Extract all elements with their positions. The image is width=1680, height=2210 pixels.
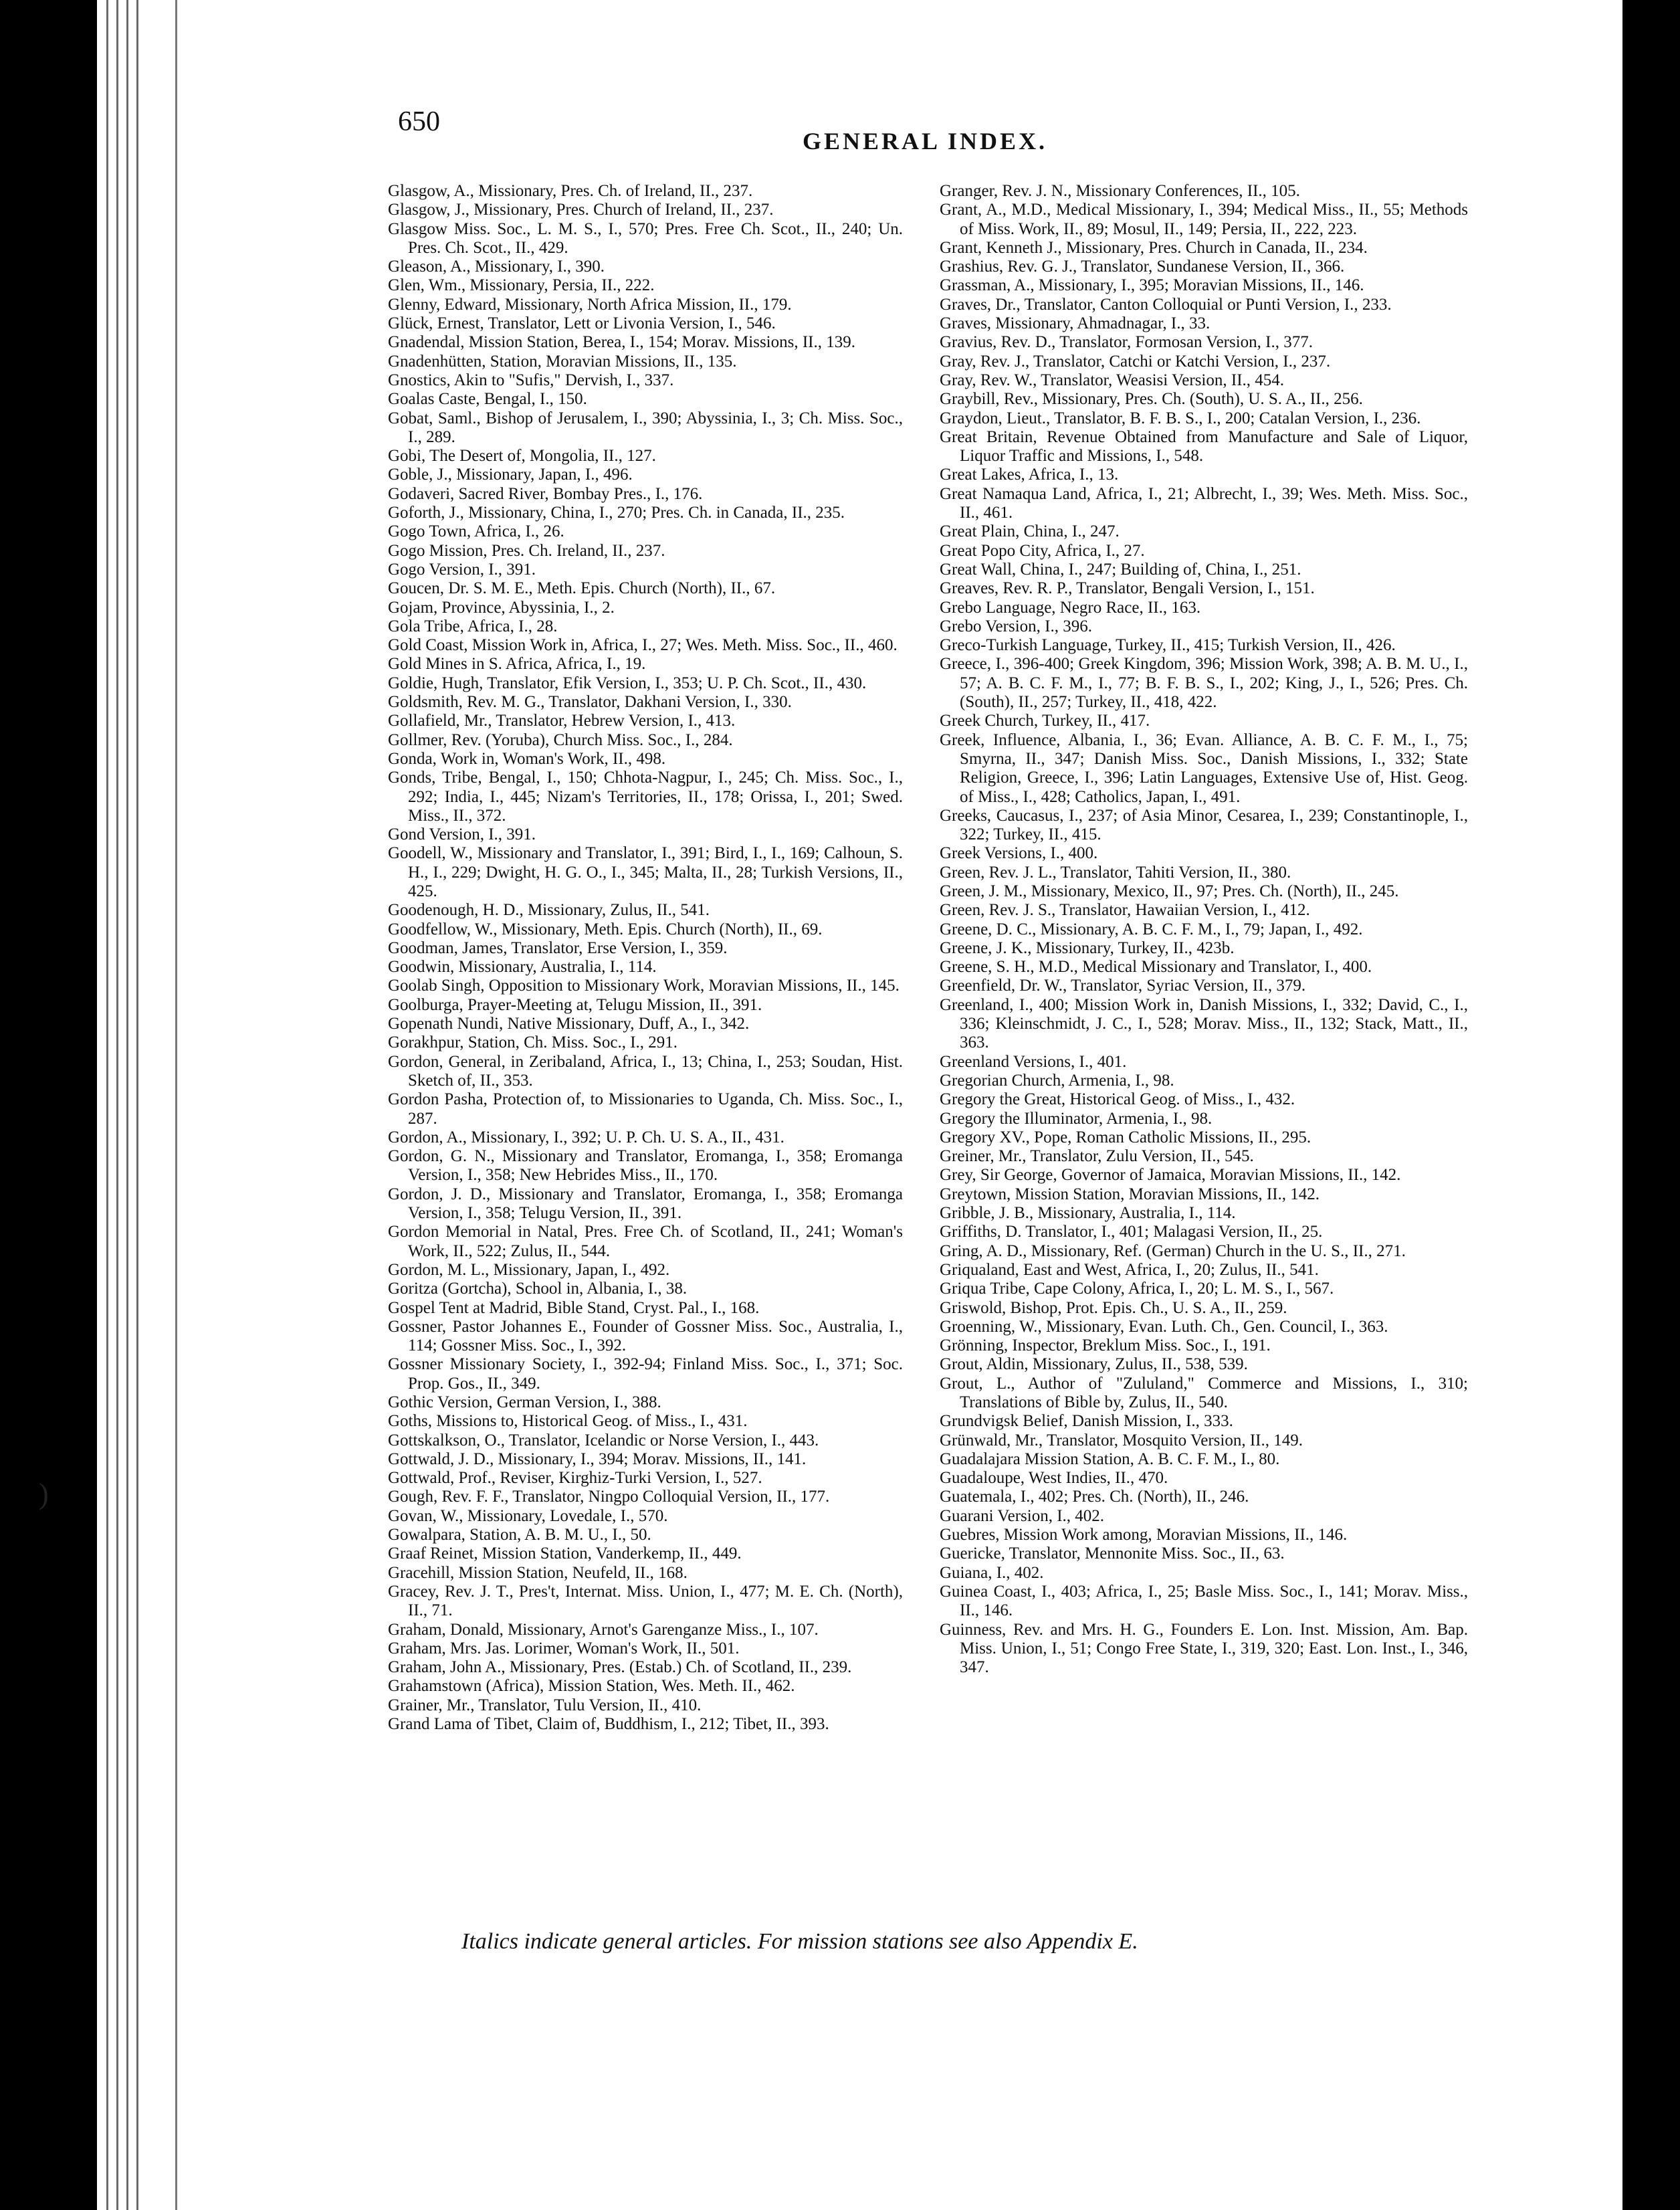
index-entry: Grainer, Mr., Translator, Tulu Version, II., 410. [388, 1696, 702, 1714]
index-entry: Goolab Singh, Opposition to Missionary Work, Moravian Missions, II., 145. [388, 977, 900, 995]
index-entry: Griswold, Bishop, Prot. Epis. Ch., U. S. A., II., 259. [940, 1298, 1287, 1317]
index-entry: Goodfellow, W., Missionary, Meth. Epis. Church (North), II., 69. [388, 920, 823, 938]
index-entry: Gollmer, Rev. (Yoruba), Church Miss. Soc., I., 284. [388, 730, 733, 749]
index-entry: Gracey, Rev. J. T., Pres't, Internat. Miss. Union, I., 477; M. E. Ch. (North), II., 71. [388, 1582, 903, 1620]
index-entry: Gothic Version, German Version, I., 388. [388, 1393, 661, 1411]
index-entry: Greenland, I., 400; Mission Work in, Danish Missions, I., 332; David, C., I., 336; Kleinschmidt, J. C., I., 528; Morav. Miss., II., 132; Stack, Matt., II., 363. [940, 995, 1468, 1052]
index-entry: Greenfield, Dr. W., Translator, Syriac Version, II., 379. [940, 977, 1306, 995]
index-entry: Green, J. M., Missionary, Mexico, II., 97; Pres. Ch. (North), II., 245. [940, 882, 1399, 900]
index-entry: Griqua Tribe, Cape Colony, Africa, I., 20; L. M. S., I., 567. [940, 1280, 1334, 1298]
index-entry: Gribble, J. B., Missionary, Australia, I., 114. [940, 1204, 1236, 1223]
index-column-right [940, 182, 1468, 1677]
index-entry: Greene, S. H., M.D., Medical Missionary and Translator, I., 400. [940, 958, 1372, 977]
index-entry: Gring, A. D., Missionary, Ref. (German) Church in the U. S., II., 271. [940, 1241, 1406, 1260]
index-entry: Goodwin, Missionary, Australia, I., 114. [388, 958, 657, 977]
index-entry: Great Lakes, Africa, I., 13. [940, 466, 1119, 484]
index-entry: Guinea Coast, I., 403; Africa, I., 25; Basle Miss. Soc., I., 141; Morav. Miss., II., 146. [940, 1582, 1468, 1620]
index-entry: Gough, Rev. F. F., Translator, Ningpo Colloquial Version, II., 177. [388, 1488, 830, 1506]
page-edge [117, 0, 128, 2210]
index-entry: Greene, J. K., Missionary, Turkey, II., 423b. [940, 938, 1235, 957]
ink-mark: ) [39, 1478, 49, 1510]
index-entry: Gnadenhütten, Station, Moravian Missions, II., 135. [388, 352, 737, 371]
index-entry: Greytown, Mission Station, Moravian Missions, II., 142. [940, 1185, 1320, 1203]
index-entry: Gojam, Province, Abyssinia, I., 2. [388, 598, 615, 617]
page-edge [137, 0, 179, 2210]
index-entry: Guebres, Mission Work among, Moravian Missions, II., 146. [940, 1526, 1348, 1544]
index-entry: Grant, Kenneth J., Missionary, Pres. Church in Canada, II., 234. [940, 238, 1368, 257]
page-edge [107, 0, 118, 2210]
index-entry: Gold Coast, Mission Work in, Africa, I., 27; Wes. Meth. Miss. Soc., II., 460. [388, 636, 898, 655]
index-entry: Gordon Memorial in Natal, Pres. Free Ch. of Scotland, II., 241; Woman's Work, II., 522; Zulus, II., 544. [388, 1223, 903, 1260]
index-entry: Gobi, The Desert of, Mongolia, II., 127. [388, 447, 656, 466]
index-entry: Grünwald, Mr., Translator, Mosquito Version, II., 149. [940, 1431, 1303, 1449]
index-entry: Graaf Reinet, Mission Station, Vanderkemp, II., 449. [388, 1544, 742, 1563]
index-entry: Graham, Donald, Missionary, Arnot's Garenganze Miss., I., 107. [388, 1620, 819, 1639]
index-entry: Goalas Caste, Bengal, I., 150. [388, 390, 587, 409]
index-entry: Glück, Ernest, Translator, Lett or Livonia Version, I., 546. [388, 314, 776, 333]
index-entry: Great Popo City, Africa, I., 27. [940, 541, 1145, 560]
index-entry: Greenland Versions, I., 401. [940, 1052, 1127, 1071]
index-entry: Grebo Language, Negro Race, II., 163. [940, 598, 1201, 617]
index-entry: Grout, Aldin, Missionary, Zulus, II., 538, 539. [940, 1355, 1248, 1374]
index-entry: Glenny, Edward, Missionary, North Africa Mission, II., 179. [388, 295, 792, 314]
index-entry: Graydon, Lieut., Translator, B. F. B. S., I., 200; Catalan Version, I., 236. [940, 409, 1421, 427]
index-entry: Goodman, James, Translator, Erse Version, I., 359. [388, 938, 728, 957]
index-entry: Gregory XV., Pope, Roman Catholic Missions, II., 295. [940, 1128, 1311, 1146]
index-entry: Gray, Rev. W., Translator, Weasisi Version, II., 454. [940, 371, 1285, 389]
index-entry: Guatemala, I., 402; Pres. Ch. (North), II., 246. [940, 1488, 1249, 1506]
index-entry: Gogo Town, Africa, I., 26. [388, 522, 564, 541]
index-entry: Grahamstown (Africa), Mission Station, Wes. Meth. II., 462. [388, 1677, 795, 1696]
page-edge [97, 0, 108, 2210]
index-entry: Gossner, Pastor Johannes E., Founder of Gossner Miss. Soc., Australia, I., 114; Gossner Miss. Soc., I., 392. [388, 1317, 903, 1355]
index-entry: Gogo Mission, Pres. Ch. Ireland, II., 237. [388, 541, 665, 560]
index-entry: Glen, Wm., Missionary, Persia, II., 222. [388, 276, 655, 295]
index-entry: Greek Church, Turkey, II., 417. [940, 712, 1150, 730]
index-entry: Goucen, Dr. S. M. E., Meth. Epis. Church (North), II., 67. [388, 579, 776, 598]
index-entry: Gossner Missionary Society, I., 392-94; Finland Miss. Soc., I., 371; Soc. Prop. Gos., II., 349. [388, 1355, 903, 1393]
index-entry: Gray, Rev. J., Translator, Catchi or Katchi Version, I., 237. [940, 352, 1331, 371]
index-entry: Guericke, Translator, Mennonite Miss. Soc., II., 63. [940, 1544, 1285, 1563]
index-entry: Graham, John A., Missionary, Pres. (Estab.) Ch. of Scotland, II., 239. [388, 1658, 852, 1677]
index-entry: Great Wall, China, I., 247; Building of, China, I., 251. [940, 560, 1301, 579]
index-entry: Goble, J., Missionary, Japan, I., 496. [388, 466, 633, 484]
index-entry: Gola Tribe, Africa, I., 28. [388, 617, 558, 635]
index-entry: Guinness, Rev. and Mrs. H. G., Founders E. Lon. Inst. Mission, Am. Bap. Miss. Union, I., 51; Congo Free State, I., 319, 320; East. Lon. Inst., I., 346, 347. [940, 1620, 1468, 1677]
index-entry: Gnadendal, Mission Station, Berea, I., 154; Morav. Missions, II., 139. [388, 333, 855, 352]
index-entry: Gonds, Tribe, Bengal, I., 150; Chhota-Nagpur, I., 245; Ch. Miss. Soc., I., 292; India, I., 445; Nizam's Territories, II., 178; Orissa, I., 201; Swed. Miss., II., 372. [388, 769, 903, 825]
index-entry: Graves, Missionary, Ahmadnagar, I., 33. [940, 314, 1211, 333]
index-entry: Grant, A., M.D., Medical Missionary, I., 394; Medical Miss., II., 55; Methods of Miss. Work, II., 89; Mosul, II., 149; Persia, II., 222, 223. [940, 201, 1468, 238]
index-entry: Grundvigsk Belief, Danish Mission, I., 333. [940, 1412, 1233, 1431]
index-entry: Guarani Version, I., 402. [940, 1506, 1105, 1525]
index-column-left [388, 182, 903, 1734]
index-entry: Glasgow Miss. Soc., L. M. S., I., 570; Pres. Free Ch. Scot., II., 240; Un. Pres. Ch. Scot., II., 429. [388, 219, 903, 257]
index-entry: Gogo Version, I., 391. [388, 560, 536, 579]
index-entry: Graham, Mrs. Jas. Lorimer, Woman's Work, II., 501. [388, 1639, 740, 1658]
index-entry: Guadaloupe, West Indies, II., 470. [940, 1469, 1168, 1488]
index-entry: Great Plain, China, I., 247. [940, 522, 1120, 541]
index-entry: Greene, D. C., Missionary, A. B. C. F. M., I., 79; Japan, I., 492. [940, 920, 1363, 938]
index-entry: Grey, Sir George, Governor of Jamaica, Moravian Missions, II., 142. [940, 1166, 1401, 1185]
page-number: 650 [398, 106, 440, 137]
index-entry: Goldsmith, Rev. M. G., Translator, Dakhani Version, I., 330. [388, 693, 792, 712]
index-entry: Greiner, Mr., Translator, Zulu Version, II., 545. [940, 1147, 1254, 1166]
index-entry: Gond Version, I., 391. [388, 825, 536, 844]
index-entry: Gravius, Rev. D., Translator, Formosan Version, I., 377. [940, 333, 1314, 352]
index-entry: Griffiths, D. Translator, I., 401; Malagasi Version, II., 25. [940, 1223, 1323, 1241]
index-entry: Gordon, J. D., Missionary and Translator, Eromanga, I., 358; Eromanga Version, I., 358; Telugu Version, II., 391. [388, 1185, 903, 1223]
index-entry: Gordon, General, in Zeribaland, Africa, I., 13; China, I., 253; Soudan, Hist. Sketch of, II., 353. [388, 1052, 903, 1090]
index-entry: Granger, Rev. J. N., Missionary Conferences, II., 105. [940, 182, 1300, 200]
index-entry: Gordon, A., Missionary, I., 392; U. P. Ch. U. S. A., II., 431. [388, 1128, 784, 1146]
index-entry: Goldie, Hugh, Translator, Efik Version, I., 353; U. P. Ch. Scot., II., 430. [388, 674, 867, 692]
index-entry: Gold Mines in S. Africa, Africa, I., 19. [388, 655, 646, 674]
index-entry: Goforth, J., Missionary, China, I., 270; Pres. Ch. in Canada, II., 235. [388, 504, 845, 522]
index-entry: Gonda, Work in, Woman's Work, II., 498. [388, 749, 666, 768]
index-entry: Greeks, Caucasus, I., 237; of Asia Minor, Cesarea, I., 239; Constantinople, I., 322; Turkey, II., 415. [940, 806, 1468, 844]
footer-note: Italics indicate general articles. For mission stations see also Appendix E. [461, 1929, 1138, 1954]
index-entry: Greco-Turkish Language, Turkey, II., 415; Turkish Version, II., 426. [940, 636, 1396, 655]
index-entry: Goths, Missions to, Historical Geog. of Miss., I., 431. [388, 1412, 748, 1431]
index-entry: Gorakhpur, Station, Ch. Miss. Soc., I., 291. [388, 1033, 678, 1052]
index-entry: Gottwald, J. D., Missionary, I., 394; Morav. Missions, II., 141. [388, 1449, 807, 1468]
index-entry: Gleason, A., Missionary, I., 390. [388, 258, 605, 276]
index-entry: Goolburga, Prayer-Meeting at, Telugu Mission, II., 391. [388, 995, 762, 1014]
index-entry: Gordon, M. L., Missionary, Japan, I., 492. [388, 1260, 670, 1279]
index-entry: Grebo Version, I., 396. [940, 617, 1092, 635]
index-entry: Glasgow, A., Missionary, Pres. Ch. of Ireland, II., 237. [388, 182, 753, 200]
index-entry: Gregory the Great, Historical Geog. of Miss., I., 432. [940, 1090, 1295, 1109]
index-entry: Grashius, Rev. G. J., Translator, Sundanese Version, II., 366. [940, 258, 1345, 276]
index-entry: Gollafield, Mr., Translator, Hebrew Version, I., 413. [388, 712, 736, 730]
index-entry: Godaveri, Sacred River, Bombay Pres., I., 176. [388, 484, 703, 503]
index-entry: Great Namaqua Land, Africa, I., 21; Albrecht, I., 39; Wes. Meth. Miss. Soc., II., 461. [940, 484, 1468, 522]
index-entry: Glasgow, J., Missionary, Pres. Church of Ireland, II., 237. [388, 201, 774, 219]
index-entry: Gracehill, Mission Station, Neufeld, II., 168. [388, 1563, 688, 1582]
index-entry: Grout, L., Author of "Zululand," Commerce and Missions, I., 310; Translations of Bible by, Zulus, II., 540. [940, 1374, 1468, 1411]
index-entry: Gordon Pasha, Protection of, to Missionaries to Uganda, Ch. Miss. Soc., I., 287. [388, 1090, 903, 1128]
index-entry: Greaves, Rev. R. P., Translator, Bengali Version, I., 151. [940, 579, 1315, 598]
index-entry: Gregory the Illuminator, Armenia, I., 98. [940, 1109, 1213, 1128]
index-entry: Gottskalkson, O., Translator, Icelandic or Norse Version, I., 443. [388, 1431, 819, 1449]
index-entry: Greek, Influence, Albania, I., 36; Evan. Alliance, A. B. C. F. M., I., 75; Smyrna, II., 347; Danish Miss. Soc., Danish Missions, I., 332; State Religion, Greece, I., 396; Latin Languages, Extensive Use of, Hist. Geog. of Miss., I., 428; Catholics, Japan, I., 491. [940, 730, 1468, 806]
index-entry: Greece, I., 396-400; Greek Kingdom, 396; Mission Work, 398; A. B. M. U., I., 57; A. B. C. F. M., I., 77; B. F. B. S., I., 202; King, J., I., 526; Pres. Ch. (South), II., 257; Turkey, II., 418, 422. [940, 655, 1468, 712]
running-head: GENERAL INDEX. [803, 128, 1048, 155]
page-edge [127, 0, 138, 2210]
index-entry: Griqualand, East and West, Africa, I., 20; Zulus, II., 541. [940, 1260, 1319, 1279]
index-entry: Govan, W., Missionary, Lovedale, I., 570. [388, 1506, 668, 1525]
index-entry: Gowalpara, Station, A. B. M. U., I., 50. [388, 1526, 651, 1544]
index-entry: Greek Versions, I., 400. [940, 844, 1098, 863]
index-entry: Gospel Tent at Madrid, Bible Stand, Cryst. Pal., I., 168. [388, 1298, 760, 1317]
index-entry: Gottwald, Prof., Reviser, Kirghiz-Turki Version, I., 527. [388, 1469, 762, 1488]
index-entry: Goodenough, H. D., Missionary, Zulus, II., 541. [388, 901, 710, 920]
index-entry: Gordon, G. N., Missionary and Translator, Eromanga, I., 358; Eromanga Version, I., 358; New Hebrides Miss., II., 170. [388, 1147, 903, 1185]
index-entry: Grönning, Inspector, Breklum Miss. Soc., I., 191. [940, 1336, 1271, 1355]
index-entry: Goritza (Gortcha), School in, Albania, I., 38. [388, 1280, 688, 1298]
index-entry: Guiana, I., 402. [940, 1563, 1044, 1582]
index-entry: Green, Rev. J. S., Translator, Hawaiian Version, I., 412. [940, 901, 1310, 920]
index-entry: Graves, Dr., Translator, Canton Colloquial or Punti Version, I., 233. [940, 295, 1392, 314]
scan-border [1622, 0, 1680, 2210]
index-entry: Gnostics, Akin to "Sufis," Dervish, I., 337. [388, 371, 674, 389]
index-entry: Guadalajara Mission Station, A. B. C. F. M., I., 80. [940, 1449, 1280, 1468]
index-entry: Goodell, W., Missionary and Translator, I., 391; Bird, I., I., 169; Calhoun, S. H., I., 229; Dwight, H. G. O., I., 345; Malta, II., 28; Turkish Versions, II., 425. [388, 844, 903, 900]
index-entry: Graybill, Rev., Missionary, Pres. Ch. (South), U. S. A., II., 256. [940, 390, 1363, 409]
index-entry: Gopenath Nundi, Native Missionary, Duff, A., I., 342. [388, 1015, 750, 1033]
index-entry: Gregorian Church, Armenia, I., 98. [940, 1071, 1174, 1090]
index-entry: Great Britain, Revenue Obtained from Manufacture and Sale of Liquor, Liquor Traffic and Missions, I., 548. [940, 427, 1468, 466]
index-entry: Green, Rev. J. L., Translator, Tahiti Version, II., 380. [940, 863, 1291, 882]
index-entry: Groenning, W., Missionary, Evan. Luth. Ch., Gen. Council, I., 363. [940, 1317, 1388, 1336]
index-entry: Grassman, A., Missionary, I., 395; Moravian Missions, II., 146. [940, 276, 1364, 295]
index-entry: Grand Lama of Tibet, Claim of, Buddhism, I., 212; Tibet, II., 393. [388, 1715, 829, 1734]
index-entry: Gobat, Saml., Bishop of Jerusalem, I., 390; Abyssinia, I., 3; Ch. Miss. Soc., I., 289. [388, 409, 903, 446]
